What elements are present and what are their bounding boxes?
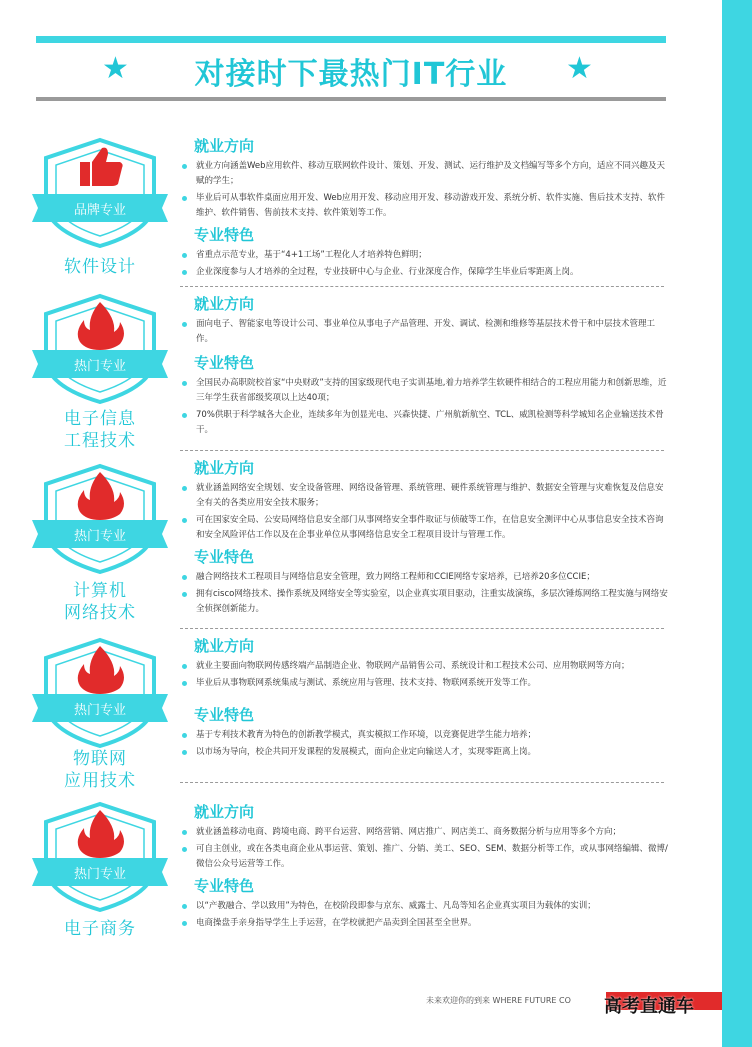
job-heading: 就业方向: [194, 637, 255, 655]
major-name: 物联网 应用技术: [64, 749, 136, 791]
feature-list: [180, 728, 668, 760]
badge-label: 品牌专业: [73, 202, 126, 218]
list-item: 可在国家安全局、公安局网络信息安全部门从事网络安全事件取证与侦破等工作，在信息安全测评中心从事信息安全技术咨询和安全风险评估工作以及在企事业单位从事网络信息安全工程项目设计与管理工作。: [180, 513, 668, 543]
job-list: [180, 659, 668, 691]
major-badge: [30, 462, 170, 622]
badge-label: 热门专业: [73, 866, 126, 882]
major-badge: [30, 800, 170, 950]
major-content: [180, 458, 668, 621]
badge-label: 热门专业: [73, 358, 126, 374]
footer-tagline: 未来欢迎你的到来 WHERE FUTURE CO: [426, 996, 571, 1005]
job-list: [180, 159, 668, 221]
section-divider: [180, 450, 664, 451]
section-divider: [180, 286, 664, 287]
section-divider: [180, 628, 664, 629]
major-content: [180, 136, 668, 284]
feature-list: [180, 376, 668, 438]
feature-list: [180, 899, 668, 931]
major-badge: [30, 136, 170, 286]
list-item: 就业涵盖网络安全规划、安全设备管理、网络设备管理、系统管理、硬件系统管理与维护、数据安全管理与灾难恢复及信息安全有关的各类应用安全技术服务；: [180, 481, 668, 511]
page-title: 对接时下最热门IT行业: [194, 57, 508, 92]
side-stripe: [722, 0, 752, 1047]
star-icon: ★: [102, 51, 129, 86]
title-top-bar: [36, 36, 666, 43]
shield-badge-icon: [30, 636, 170, 748]
feature-heading: 专业特色: [194, 548, 255, 566]
watermark: 高考直通车: [604, 996, 694, 1017]
major-content: [180, 636, 668, 764]
list-item: 就业主要面向物联网传感终端产品制造企业、物联网产品销售公司、系统设计和工程技术公司、应用物联网等方向；: [180, 659, 668, 674]
section-divider: [180, 782, 664, 783]
list-item: 以“产教融合、学以致用”为特色，在校阶段即参与京东、威露士、凡岛等知名企业真实项目为载体的实训；: [180, 899, 668, 914]
major-content: [180, 802, 668, 935]
feature-heading: 专业特色: [194, 226, 255, 244]
page-title-row: [36, 48, 666, 94]
feature-list: [180, 248, 668, 280]
major-badge: [30, 636, 170, 796]
major-name: 软件设计: [64, 257, 136, 277]
star-icon: ★: [566, 51, 593, 86]
feature-heading: 专业特色: [194, 706, 255, 724]
badge-label: 热门专业: [73, 702, 126, 718]
title-bottom-bar: [36, 97, 666, 101]
job-heading: 就业方向: [194, 459, 255, 477]
list-item: 省重点示范专业，基于“4+1工场”工程化人才培养特色鲜明；: [180, 248, 668, 263]
shield-badge-icon: [30, 800, 170, 912]
list-item: 融合网络技术工程项目与网络信息安全管理，致力网络工程师和CCIE网络专家培养，已培养20多位CCIE；: [180, 570, 668, 585]
list-item: 全国民办高职院校首家“中央财政”支持的国家级现代电子实训基地,着力培养学生软硬件相结合的工程应用能力和创新思维，近三年学生获省部级奖项以上达40项；: [180, 376, 668, 406]
job-heading: 就业方向: [194, 803, 255, 821]
major-content: [180, 294, 668, 442]
job-list: [180, 481, 668, 543]
shield-badge-icon: [30, 292, 170, 404]
badge-label: 热门专业: [73, 528, 126, 544]
major-name: 电子商务: [64, 919, 136, 939]
list-item: 企业深度参与人才培养的全过程，专业技研中心与企业、行业深度合作，保障学生毕业后零距离上岗。: [180, 265, 668, 280]
list-item: 面向电子、智能家电等设计公司、事业单位从事电子产品管理、开发、调试、检测和维修等基层技术骨干和中层技术管理工作。: [180, 317, 668, 347]
shield-badge-icon: [30, 462, 170, 574]
major-name: 计算机 网络技术: [64, 581, 136, 623]
feature-heading: 专业特色: [194, 354, 255, 372]
list-item: 电商操盘手亲身指导学生上手运营，在学校就把产品卖到全国甚至全世界。: [180, 916, 668, 931]
shield-badge-icon: [30, 136, 170, 248]
list-item: 就业涵盖移动电商、跨境电商、跨平台运营、网络营销、网店推广、网店美工、商务数据分析与应用等多个方向；: [180, 825, 668, 840]
major-badge: [30, 292, 170, 452]
major-name: 电子信息 工程技术: [64, 409, 136, 451]
list-item: 就业方向涵盖Web应用软件、移动互联网软件设计、策划、开发、测试、运行维护及文档编写等多个方向，适应不同兴趣及天赋的学生；: [180, 159, 668, 189]
job-heading: 就业方向: [194, 137, 255, 155]
list-item: 以市场为导向，校企共同开发课程的发展模式，面向企业定向输送人才，实现零距离上岗。: [180, 745, 668, 760]
feature-list: [180, 570, 668, 617]
list-item: 基于专利技术教育为特色的创新教学模式，真实模拟工作环境，以竞赛促进学生能力培养；: [180, 728, 668, 743]
list-item: 毕业后从事物联网系统集成与测试、系统应用与管理、技术支持、物联网系统开发等工作。: [180, 676, 668, 691]
list-item: 可自主创业，或在各类电商企业从事运营、策划、推广、分销、美工、SEO、SEM、数据分析等工作，或从事网络编辑、微博/微信公众号运营等工作。: [180, 842, 668, 872]
list-item: 拥有cisco网络技术、操作系统及网络安全等实验室，以企业真实项目驱动，注重实战演练，多层次锤炼网络工程实施与网络安全侦探创新能力。: [180, 587, 668, 617]
list-item: 毕业后可从事软件桌面应用开发、Web应用开发、移动应用开发、移动游戏开发、系统分析、软件实施、售后技术支持、软件维护、软件销售、售前技术支持、软件策划等工作。: [180, 191, 668, 221]
feature-heading: 专业特色: [194, 877, 255, 895]
list-item: 70%供职于科学城各大企业，连续多年为创显光电、兴森快捷、广州航新航空、TCL、威凯检测等科学城知名企业输送技术骨干。: [180, 408, 668, 438]
job-list: [180, 825, 668, 872]
job-heading: 就业方向: [194, 295, 255, 313]
job-list: [180, 317, 668, 347]
